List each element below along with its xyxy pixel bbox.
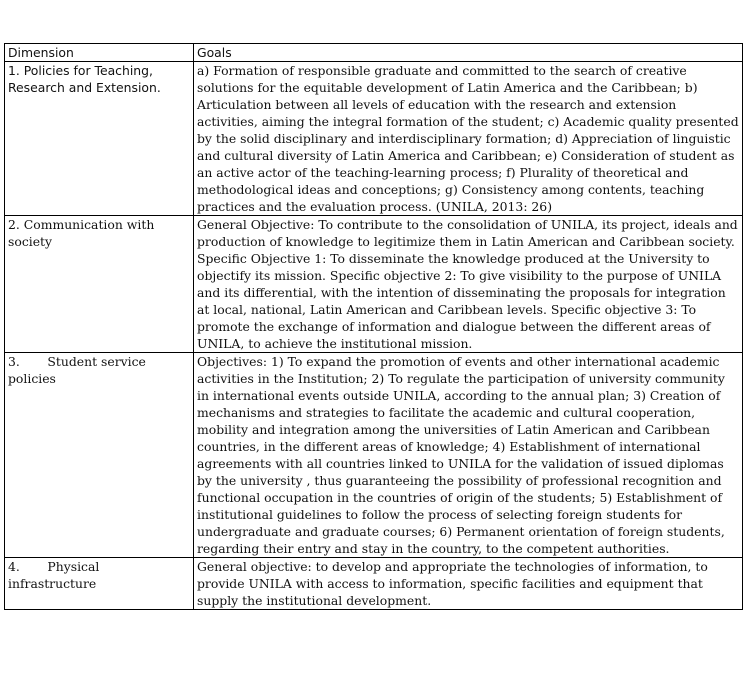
dimension-cell: 1. Policies for Teaching, Research and Extension. <box>5 62 194 216</box>
goals-cell: Objectives: 1) To expand the promotion of events and other international academic activities in the Institution; 2) To regulate the participation of university community in international events outside UNILA, according to the annual plan; 3) Creation of mechanisms and strategies to facilitate the academic and cultural cooperation, mobility and integration among the universities of Latin American and Caribbean countries, in the different areas of knowledge; 4) Establishment of international agreements with all countries linked to UNILA for the validation of issued diplomas by the university , thus guaranteeing the possibility of professional recognition and functional occupation in the countries of origin of the students; 5) Establishment of institutional guidelines to follow the process of selecting foreign students for undergraduate and graduate courses; 6) Permanent orientation of foreign students, regarding their entry and stay in the country, to the competent authorities. <box>194 353 743 558</box>
table-header <box>5 44 743 62</box>
dimension-cell: 4. Physical infrastructure <box>5 558 194 610</box>
table-body <box>5 62 743 610</box>
dimensions-goals-table <box>4 43 743 610</box>
table-row <box>5 558 743 610</box>
goals-cell: a) Formation of responsible graduate and committed to the search of creative solutions for the equitable development of Latin America and the Caribbean; b) Articulation between all levels of education with the research and extension activities, aiming the integral formation of the student; c) Academic quality presented by the solid disciplinary and interdisciplinary formation; d) Appreciation of linguistic and cultural diversity of Latin America and Caribbean; e) Consideration of student as an active actor of the teaching-learning process; f) Plurality of theoretical and methodological ideas and conceptions; g) Consistency among contents, teaching practices and the evaluation process. (UNILA, 2013: 26) <box>194 62 743 216</box>
dimension-cell: 3. Student service policies <box>5 353 194 558</box>
header-goals: Goals <box>194 44 743 62</box>
header-dimension: Dimension <box>5 44 194 62</box>
table-row <box>5 353 743 558</box>
table-row <box>5 216 743 353</box>
goals-cell: General Objective: To contribute to the consolidation of UNILA, its project, ideals and production of knowledge to legitimize them in Latin American and Caribbean society. Specific Objective 1: To disseminate the knowledge produced at the University to objectify its mission. Specific objective 2: To give visibility to the purpose of UNILA and its differential, with the intention of disseminating the proposals for integration at local, national, Latin American and Caribbean levels. Specific objective 3: To promote the exchange of information and dialogue between the different areas of UNILA, to achieve the institutional mission. <box>194 216 743 353</box>
header-row <box>5 44 743 62</box>
dimension-cell: 2. Communication with society <box>5 216 194 353</box>
goals-cell: General objective: to develop and appropriate the technologies of information, to provide UNILA with access to information, specific facilities and equipment that supply the institutional development. <box>194 558 743 610</box>
table-row <box>5 62 743 216</box>
